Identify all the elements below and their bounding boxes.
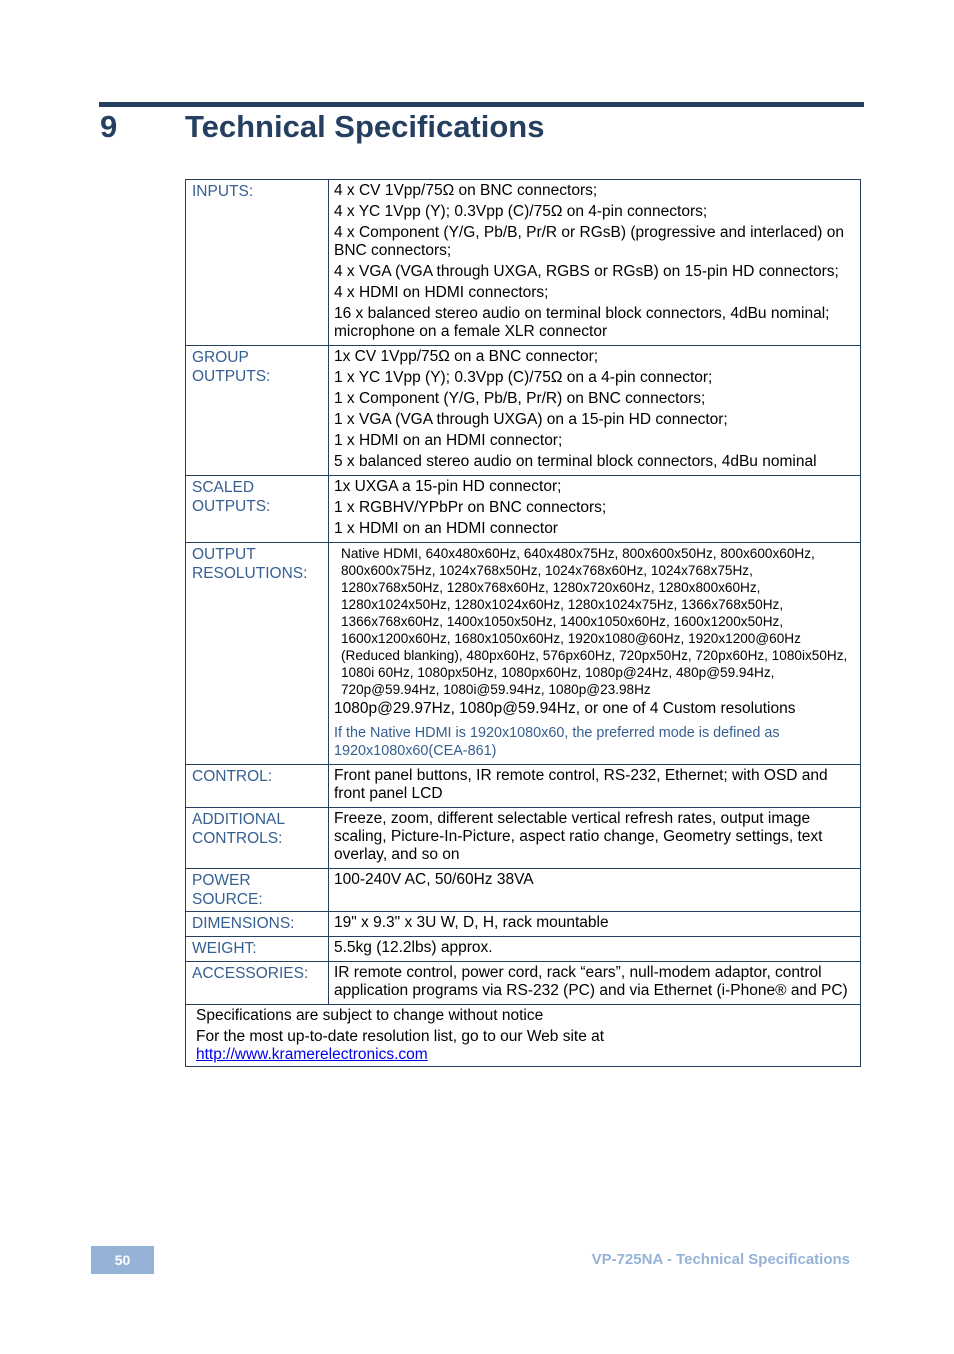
spec-label: SCALED OUTPUTS: [186, 476, 329, 543]
spec-line: IR remote control, power cord, rack “ears”, null-modem adaptor, control application programs via RS-232 (PC) and via Ethernet (i-Phone® and PC) [334, 964, 848, 999]
spec-line: 1 x HDMI on an HDMI connector [334, 520, 558, 537]
table-row [186, 765, 861, 808]
disclaimer-text: Specifications are subject to change without notice [196, 1007, 544, 1024]
spec-line: 1 x RGBHV/YPbPr on BNC connectors; [334, 499, 607, 516]
spec-line: Front panel buttons, IR remote control, RS-232, Ethernet; with OSD and front panel LCD [334, 767, 828, 802]
website-note: For the most up-to-date resolution list, go to our Web site at [196, 1028, 605, 1045]
spec-value [329, 937, 861, 962]
chapter-number: 9 [100, 109, 118, 144]
heading-rule [99, 102, 864, 107]
table-footer-row [186, 1005, 861, 1067]
spec-value [329, 962, 861, 1005]
spec-label: CONTROL: [186, 765, 329, 808]
page-title: Technical Specifications [185, 109, 545, 144]
spec-line: 4 x HDMI on HDMI connectors; [334, 284, 549, 301]
resolution-list-tail: 1080p@29.97Hz, 1080p@59.94Hz, or one of 4 Custom resolutions [334, 700, 796, 717]
spec-label: GROUP OUTPUTS: [186, 346, 329, 476]
spec-line: 1x CV 1Vpp/75Ω on a BNC connector; [334, 348, 599, 365]
table-row [186, 476, 861, 543]
spec-line: Freeze, zoom, different selectable vertical refresh rates, output image scaling, Picture-In-Picture, aspect ratio change, Geometry settings, text overlay, and so on [334, 810, 823, 863]
spec-line: 4 x YC 1Vpp (Y); 0.3Vpp (C)/75Ω on 4-pin connectors; [334, 203, 708, 220]
spec-line: 1 x VGA (VGA through UXGA) on a 15-pin HD connector; [334, 411, 728, 428]
table-row [186, 180, 861, 346]
spec-label: DIMENSIONS: [186, 912, 329, 937]
spec-label: INPUTS: [186, 180, 329, 346]
spec-line: 4 x CV 1Vpp/75Ω on BNC connectors; [334, 182, 598, 199]
spec-value [329, 765, 861, 808]
spec-value [329, 912, 861, 937]
table-row [186, 937, 861, 962]
spec-value [329, 543, 861, 765]
spec-label: WEIGHT: [186, 937, 329, 962]
table-row [186, 962, 861, 1005]
spec-line: 1 x HDMI on an HDMI connector; [334, 432, 563, 449]
table-footer [186, 1005, 861, 1067]
spec-label: POWER SOURCE: [186, 869, 329, 912]
spec-line: 1x UXGA a 15-pin HD connector; [334, 478, 562, 495]
spec-label: ACCESSORIES: [186, 962, 329, 1005]
table-row [186, 912, 861, 937]
resolution-list: Native HDMI, 640x480x60Hz, 640x480x75Hz, 800x600x50Hz, 800x600x60Hz, 800x600x75Hz, 1024x768x50Hz, 1024x768x60Hz, 1024x768x75Hz, 1280x768x50Hz, 1280x768x60Hz, 1280x720x60Hz, 1280x800x60Hz, 1280x1024x50Hz, 1280x1024x60Hz, 1280x1024x75Hz, 1366x768x50Hz, 1366x768x60Hz, 1400x1050x50Hz, 1400x1050x60Hz, 1600x1200x50Hz, 1600x1200x60Hz, 1680x1050x60Hz, 1920x1080@60Hz, 1920x1200@60Hz (Reduced blanking), 480px60Hz, 576px60Hz, 720px50Hz, 720px60Hz, 1080ix50Hz, 1080i 60Hz, 1080px50Hz, 1080px60Hz, 1080p@24Hz, 480p@59.94Hz, 720p@59.94Hz, 1080i@59.94Hz, 1080p@23.98Hz [341, 546, 848, 697]
spec-line: 4 x VGA (VGA through UXGA, RGBS or RGsB) on 15-pin HD connectors; [334, 263, 839, 280]
spec-line: 4 x Component (Y/G, Pb/B, Pr/R or RGsB) (progressive and interlaced) on BNC connectors; [334, 224, 844, 259]
specifications-table [185, 179, 861, 1067]
spec-line: 5 x balanced stereo audio on terminal block connectors, 4dBu nominal [334, 453, 817, 470]
spec-line: 16 x balanced stereo audio on terminal block connectors, 4dBu nominal; microphone on a female XLR connector [334, 305, 830, 340]
table-row [186, 346, 861, 476]
website-link[interactable]: http://www.kramerelectronics.com [196, 1046, 428, 1063]
spec-value [329, 180, 861, 346]
table-row [186, 869, 861, 912]
footer-title: VP-725NA - Technical Specifications [591, 1251, 850, 1268]
spec-value [329, 808, 861, 869]
table-row [186, 543, 861, 765]
spec-line: 1 x YC 1Vpp (Y); 0.3Vpp (C)/75Ω on a 4-pin connector; [334, 369, 713, 386]
table-row [186, 808, 861, 869]
spec-label: ADDITIONAL CONTROLS: [186, 808, 329, 869]
spec-value [329, 476, 861, 543]
spec-value [329, 869, 861, 912]
spec-value [329, 346, 861, 476]
page-number: 50 [91, 1246, 154, 1274]
spec-line: 19" x 9.3" x 3U W, D, H, rack mountable [334, 914, 609, 931]
spec-line: 1 x Component (Y/G, Pb/B, Pr/R) on BNC connectors; [334, 390, 706, 407]
resolution-note: If the Native HDMI is 1920x1080x60, the preferred mode is defined as 1920x1080x60(CEA-861) [334, 725, 780, 759]
spec-line: 100-240V AC, 50/60Hz 38VA [334, 871, 534, 888]
spec-line: 5.5kg (12.2lbs) approx. [334, 939, 493, 956]
spec-label: OUTPUT RESOLUTIONS: [186, 543, 329, 765]
